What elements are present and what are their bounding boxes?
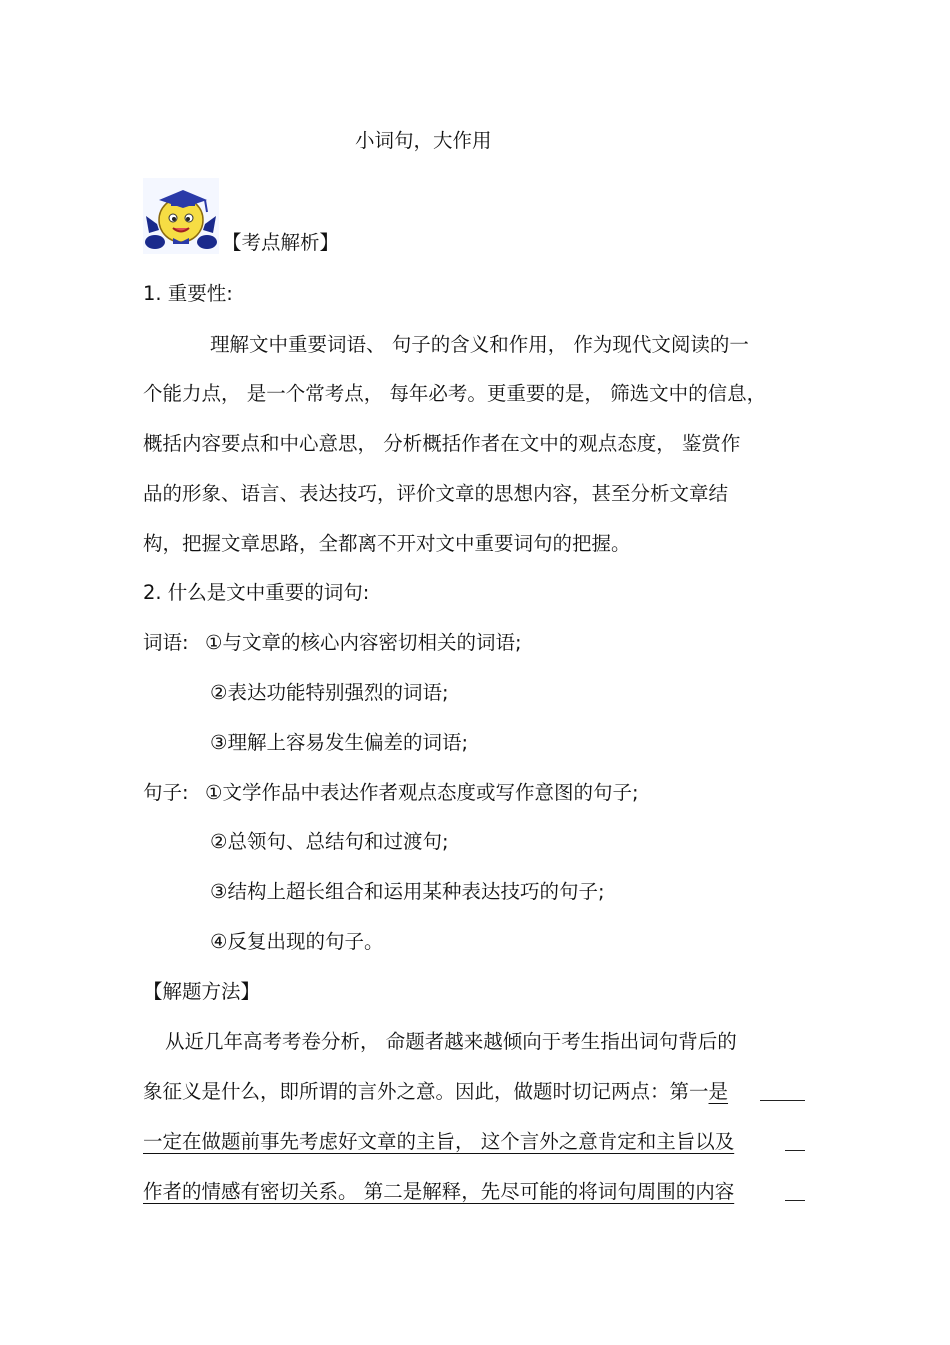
underline-rule bbox=[760, 1100, 805, 1101]
paragraph-line: 构，把握文章思路，全都离不开对文中重要词句的把握。 bbox=[143, 532, 631, 555]
paragraph-line: 品的形象、语言、表达技巧，评价文章的思想内容，甚至分析文章结 bbox=[143, 482, 729, 505]
paragraph-line: 从近几年高考考卷分析， 命题者越来越倾向于考生指出词句背后的 bbox=[165, 1030, 737, 1053]
list-item: ①与文章的核心内容密切相关的词语; bbox=[205, 631, 522, 654]
list-item: ②总领句、总结句和过渡句; bbox=[210, 830, 449, 853]
underlined-paragraph-line: 一定在做题前事先考虑好文章的主旨， 这个言外之意肯定和主旨以及 bbox=[143, 1130, 735, 1153]
paragraph-line: 个能力点， 是一个常考点， 每年必考。更重要的是， 筛选文中的信息， bbox=[143, 382, 767, 405]
paragraph-line: 概括内容要点和中心意思， 分析概括作者在文中的观点态度， 鉴赏作 bbox=[143, 432, 741, 455]
list-item: ①文学作品中表达作者观点态度或写作意图的句子; bbox=[205, 781, 639, 804]
item-heading-importance: 1. 重要性: bbox=[143, 282, 233, 305]
list-item: ③结构上超长组合和运用某种表达技巧的句子; bbox=[210, 880, 605, 903]
page-title: 小词句，大作用 bbox=[355, 129, 492, 152]
underline-rule bbox=[785, 1150, 805, 1151]
mascot-icon bbox=[143, 178, 219, 254]
paragraph-line: 理解文中重要词语、 句子的含义和作用， 作为现代文阅读的一 bbox=[210, 333, 749, 356]
item-heading-key-sentences: 2. 什么是文中重要的词句: bbox=[143, 581, 370, 604]
list-item: ④反复出现的句子。 bbox=[210, 930, 384, 953]
list-item: ②表达功能特别强烈的词语; bbox=[210, 681, 449, 704]
section-heading-method: 【解题方法】 bbox=[143, 980, 261, 1003]
section-heading-analysis: 【考点解析】 bbox=[222, 231, 340, 254]
paragraph-text: 象征义是什么，即所谓的言外之意。因此，做题时切记两点：第一 bbox=[143, 1080, 709, 1103]
underlined-paragraph-line: 作者的情感有密切关系。 第二是解释，先尽可能的将词句周围的内容 bbox=[143, 1180, 735, 1203]
underlined-text: 是 bbox=[708, 1080, 729, 1103]
list-item: ③理解上容易发生偏差的词语; bbox=[210, 731, 469, 754]
sentences-label: 句子: bbox=[143, 781, 189, 804]
words-label: 词语: bbox=[143, 631, 189, 654]
underline-rule bbox=[785, 1200, 805, 1201]
paragraph-line bbox=[143, 1079, 728, 1105]
